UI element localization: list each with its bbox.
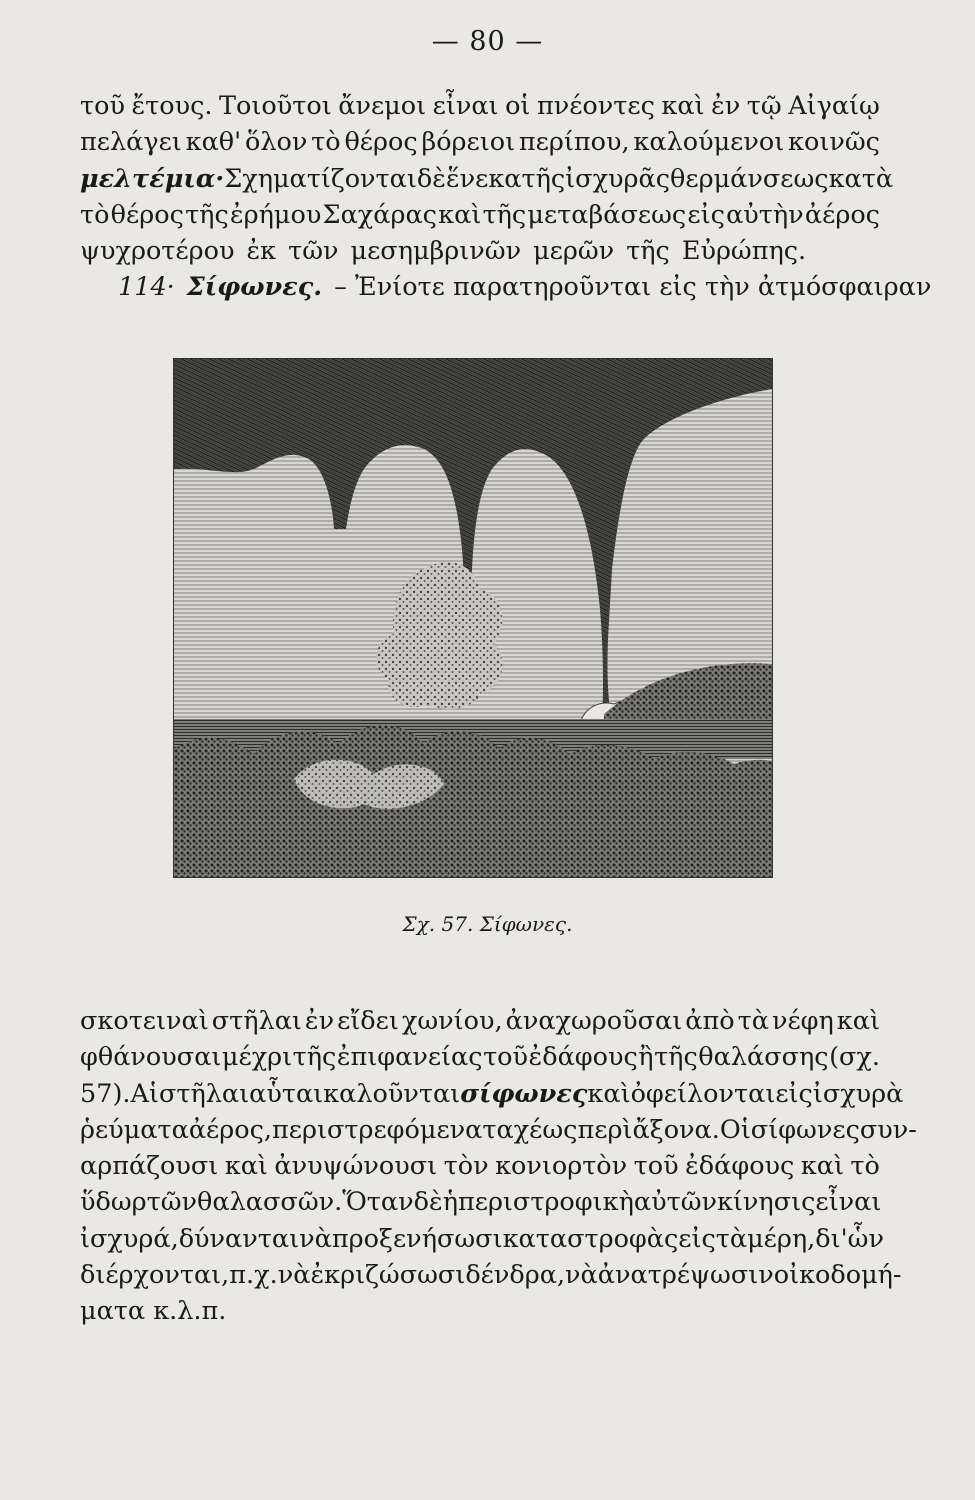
term-meltemia: μελτέμια· (80, 163, 225, 194)
caption-label: Σχ. 57. (402, 912, 474, 936)
text-line: τὸ θέρος τῆς ἐρήμου Σαχάρας καὶ τῆς μεταβάσεως εἰς αὐτὴν ἀέρος (80, 199, 880, 230)
term-sifones: σίφωνες (460, 1078, 588, 1109)
waterspout-engraving (173, 358, 773, 878)
text-line: διέρχονται, π. χ. νὰ ἐκριζώσωσι δένδρα, νὰ ἀνατρέψωσιν οἰκοδομή- (80, 1260, 902, 1291)
text-line: πελάγει καθ' ὅλον τὸ θέρος βόρειοι περίπου, καλούμενοι κοινῶς (80, 127, 880, 158)
figure-caption (0, 912, 975, 936)
text-line: τοῦ ἔτους. Τοιοῦτοι ἄνεμοι εἶναι οἱ πνέοντες καὶ ἐν τῷ Αἰγαίῳ (80, 91, 880, 121)
section-title: Σίφωνες. (186, 272, 323, 303)
text-line: φθάνουσαι μέχρι τῆς ἐπιφανείας τοῦ ἐδάφους ἢ τῆς θαλάσσης (σχ. (80, 1042, 880, 1073)
page-number: — 80 — (431, 26, 544, 57)
text-line: ὕδωρ τῶν θαλασσῶν. Ὅταν δὲ ἡ περιστροφικὴ αὐτῶν κίνησις εἶναι (80, 1187, 882, 1218)
text-line: ῥεύματα ἀέρος, περιστρεφόμενα ταχέως περὶ ἄξονα. Οἱ σίφωνες συν- (80, 1114, 917, 1145)
text-line: ἰσχυρά, δύνανται νὰ προξενήσωσι καταστροφὰς εἰς τὰ μέρη, δι' ὧν (80, 1223, 884, 1254)
section-number: 114· (118, 272, 175, 303)
text-line: μελτέμια· Σχηματίζονται δὲ ἕνεκα τῆς ἰσχυρᾶς θερμάνσεως κατὰ (80, 161, 880, 197)
caption-title: Σίφωνες. (479, 912, 573, 936)
text-line: 57). Αἱ στῆλαι αὗται καλοῦνται σίφωνες καὶ ὀφείλονται εἰς ἰσχυρὰ (80, 1076, 880, 1112)
text-line: σκοτειναὶ στῆλαι ἐν εἴδει χωνίου, ἀναχωροῦσαι ἀπὸ τὰ νέφη καὶ (80, 1006, 880, 1036)
text-line: ματα κ.λ.π. (80, 1296, 227, 1327)
bottom-paragraph (80, 1003, 917, 1330)
text-line: ψυχροτέρου ἐκ τῶν μεσημβρινῶν μερῶν τῆς Εὐρώπης. (80, 236, 807, 267)
top-paragraph (80, 88, 932, 306)
text-line: αρπάζουσι καὶ ἀνυψώνουσι τὸν κονιορτὸν τοῦ ἐδάφους καὶ τὸ (80, 1151, 880, 1182)
section-heading-line (80, 269, 932, 305)
section-text: – Ἐνίοτε παρατηροῦνται εἰς τὴν ἀτμόσφαιραν (334, 272, 932, 303)
